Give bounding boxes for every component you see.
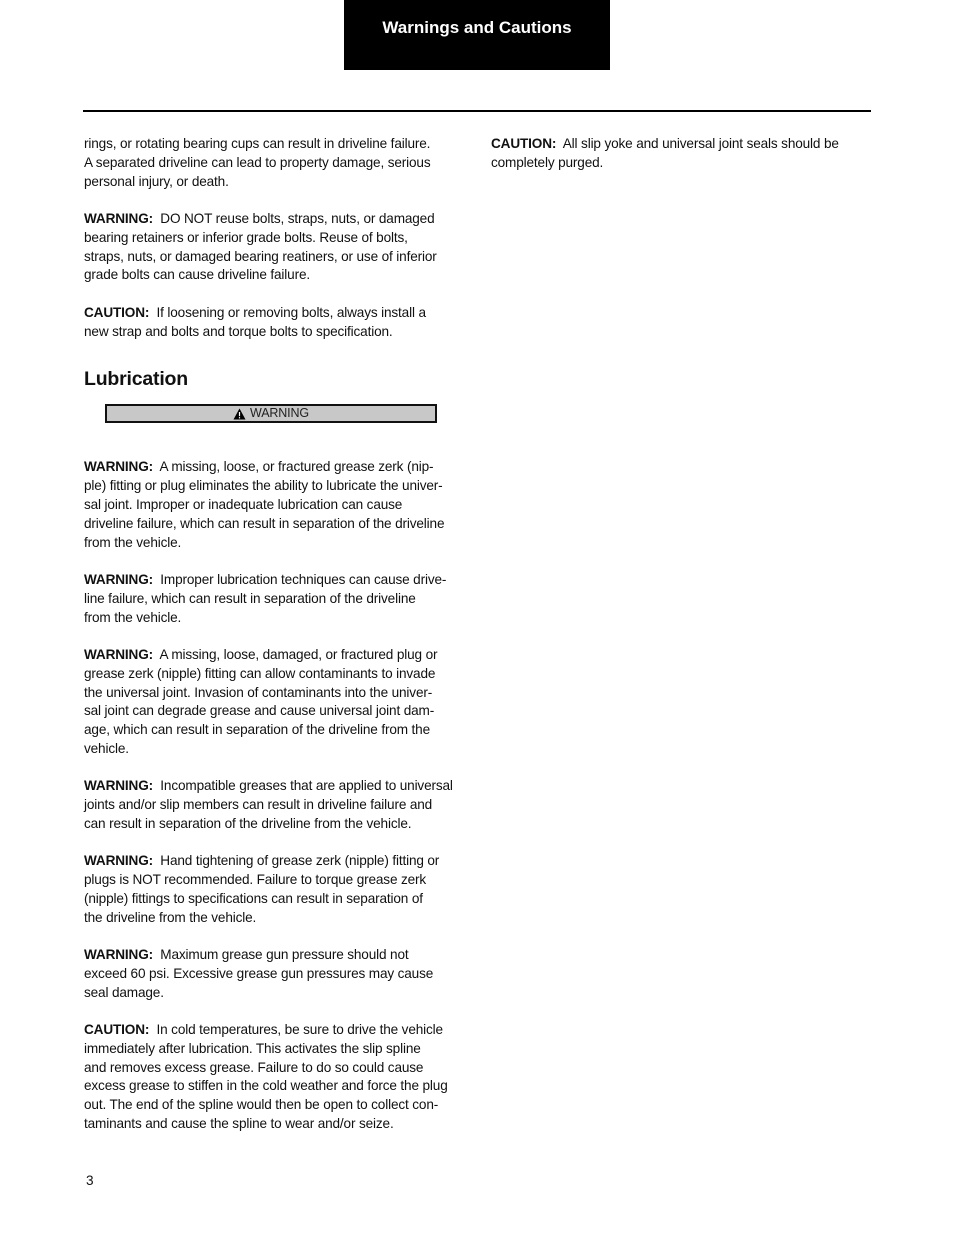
caution-label: CAUTION: xyxy=(84,1022,150,1038)
warning-label: WARNING: xyxy=(84,571,154,587)
text-line: vehicle. xyxy=(84,740,129,756)
text-line: sal joint. Improper or inadequate lubrication can cause xyxy=(84,496,403,512)
warning-grease-gun-pressure xyxy=(84,946,474,1002)
text-line: taminants and cause the spline to wear and/or seize. xyxy=(84,1116,394,1132)
header-tab xyxy=(344,0,610,70)
warning-label: WARNING: xyxy=(84,210,154,226)
text-line: driveline failure, which can result in separation of the driveline xyxy=(84,515,445,531)
text-line: excess grease to stiffen in the cold weather and force the plug xyxy=(84,1078,448,1094)
warning-banner xyxy=(105,404,437,423)
text-line: out. The end of the spline would then be open to collect con- xyxy=(84,1097,439,1113)
text-line: from the vehicle. xyxy=(84,534,182,550)
warning-hand-tightening xyxy=(84,852,474,927)
text-line: grease zerk (nipple) fitting can allow contaminants to invade xyxy=(84,665,436,681)
text-line: DO NOT reuse bolts, straps, nuts, or damaged xyxy=(160,210,435,226)
warning-incompatible-greases xyxy=(84,777,474,833)
section-heading-lubrication: Lubrication xyxy=(84,368,188,391)
warning-contaminants xyxy=(84,646,474,759)
text-line: A missing, loose, damaged, or fractured plug or xyxy=(159,646,438,662)
warning-label: WARNING: xyxy=(84,646,154,662)
text-line: plugs is NOT recommended. Failure to torque grease zerk xyxy=(84,872,427,888)
caution-label: CAUTION: xyxy=(84,304,150,320)
text-line: from the vehicle. xyxy=(84,609,182,625)
left-column xyxy=(84,135,474,1152)
caution-label: CAUTION: xyxy=(491,136,557,151)
caution-loosening-bolts xyxy=(84,304,474,342)
warning-label: WARNING: xyxy=(84,778,154,794)
text-line: (nipple) fittings to specifications can result in separation of xyxy=(84,890,423,906)
page-number: 3 xyxy=(86,1173,94,1188)
text-line: All slip yoke and universal joint seals should be xyxy=(562,136,839,151)
warning-reuse-bolts xyxy=(84,210,474,285)
text-line: new strap and bolts and torque bolts to specification. xyxy=(84,323,393,339)
text-line: grade bolts can cause driveline failure. xyxy=(84,267,310,283)
text-line: immediately after lubrication. This activates the slip spline xyxy=(84,1040,421,1056)
text-line: exceed 60 psi. Excessive grease gun pressures may cause xyxy=(84,965,434,981)
header-rule xyxy=(83,110,871,112)
text-line: age, which can result in separation of the driveline from the xyxy=(84,722,430,738)
text-line: rings, or rotating bearing cups can result in driveline failure. xyxy=(84,136,431,151)
warning-banner-label: WARNING xyxy=(250,406,309,421)
text-line: Maximum grease gun pressure should not xyxy=(160,947,409,963)
text-line: Hand tightening of grease zerk (nipple) fitting or xyxy=(160,853,440,869)
text-line: ple) fitting or plug eliminates the ability to lubricate the univer- xyxy=(84,478,443,494)
warning-grease-zerk-missing xyxy=(84,458,474,552)
text-line: and removes excess grease. Failure to do so could cause xyxy=(84,1059,424,1075)
text-line: the driveline from the vehicle. xyxy=(84,909,257,925)
intro-paragraph xyxy=(84,135,474,191)
text-line: straps, nuts, or damaged bearing reatiners, or use of inferior xyxy=(84,248,437,264)
text-line: bearing retainers or inferior grade bolts. Reuse of bolts, xyxy=(84,229,408,245)
text-line: line failure, which can result in separation of the driveline xyxy=(84,590,416,606)
right-column xyxy=(491,135,866,191)
text-line: In cold temperatures, be sure to drive the vehicle xyxy=(156,1022,443,1038)
text-line: the universal joint. Invasion of contaminants into the univer- xyxy=(84,684,433,700)
warning-label: WARNING: xyxy=(84,459,154,475)
text-line: If loosening or removing bolts, always install a xyxy=(156,304,426,320)
text-line: Incompatible greases that are applied to universal xyxy=(160,778,453,794)
text-line: joints and/or slip members can result in driveline failure and xyxy=(84,797,433,813)
text-line: sal joint can degrade grease and cause universal joint dam- xyxy=(84,703,435,719)
caution-purge-seals xyxy=(491,135,866,173)
warning-improper-lubrication xyxy=(84,571,474,627)
text-line: A missing, loose, or fractured grease zerk (nip- xyxy=(159,459,434,475)
text-line: can result in separation of the driveline from the vehicle. xyxy=(84,815,412,831)
text-line: A separated driveline can lead to property damage, serious xyxy=(84,154,431,170)
warning-label: WARNING: xyxy=(84,853,154,869)
header-title: Warnings and Cautions xyxy=(382,18,572,37)
text-line: completely purged. xyxy=(491,154,604,170)
text-line: seal damage. xyxy=(84,984,164,1000)
text-line: Improper lubrication techniques can cause drive- xyxy=(160,571,447,587)
warning-label: WARNING: xyxy=(84,947,154,963)
caution-cold-temperatures xyxy=(84,1021,474,1134)
text-line: personal injury, or death. xyxy=(84,173,229,189)
warning-triangle-icon xyxy=(233,408,246,420)
